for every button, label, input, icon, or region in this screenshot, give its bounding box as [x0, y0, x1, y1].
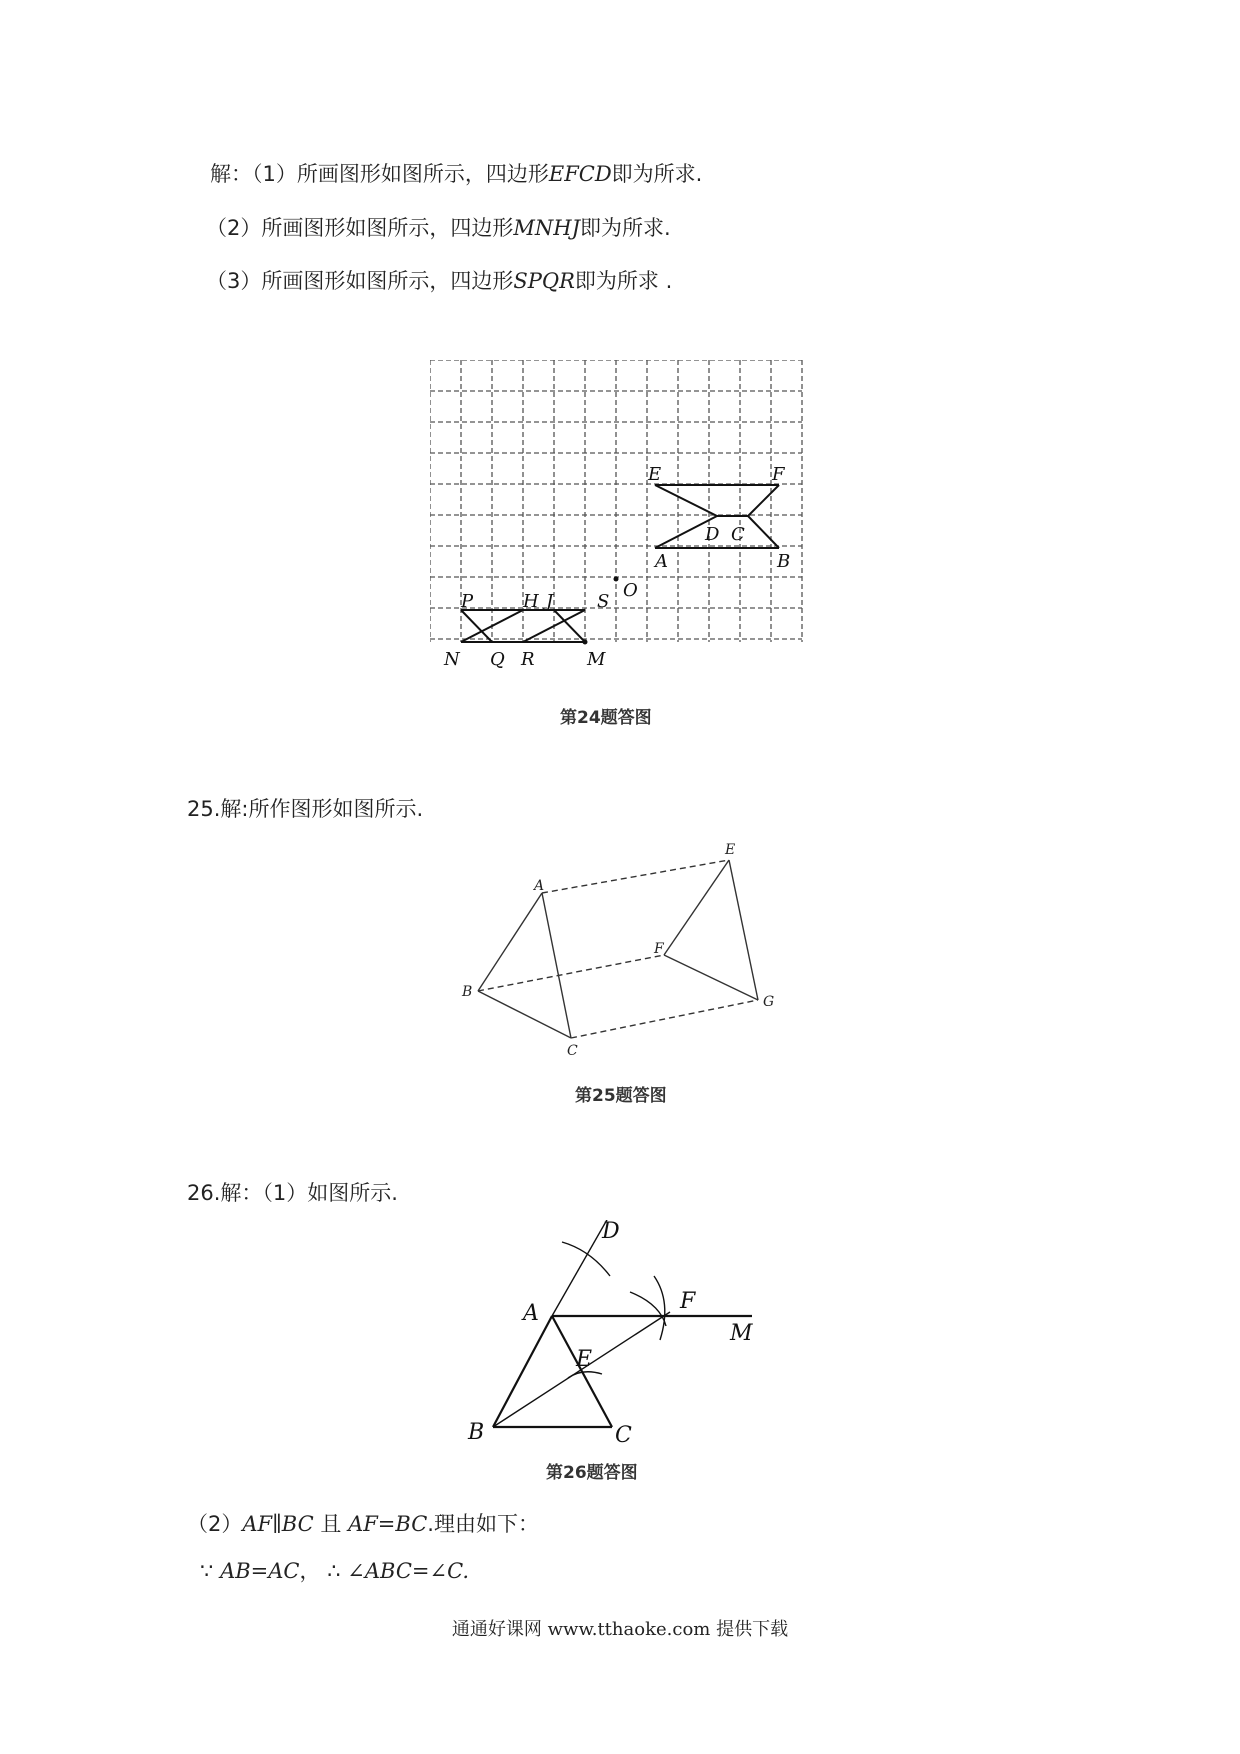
label-e: E: [576, 1347, 593, 1372]
label-q: Q: [490, 649, 505, 670]
label-j: J: [546, 591, 554, 612]
label-b: B: [777, 551, 791, 572]
q26-construction-figure: [460, 1220, 780, 1460]
label-f: F: [654, 941, 664, 957]
q25-caption: 第25题答图: [575, 1086, 667, 1106]
q25-prism-figure: [450, 830, 800, 1060]
label-n: N: [444, 649, 460, 670]
page-footer: 通通好课网 www.tthaoke.com 提供下载: [451, 1619, 789, 1640]
label-f: F: [680, 1289, 696, 1314]
q26-text: 26.解：（1）如图所示.: [187, 1181, 398, 1205]
q26-reason: ∵ AB=AC， ∴ ∠ABC=∠C.: [200, 1559, 470, 1583]
label-a: A: [534, 878, 545, 894]
q24-line-3: （3）所画图形如图所示，四边形SPQR即为所求 .: [206, 269, 673, 293]
q24-grid-figure: [430, 360, 810, 680]
label-r: R: [521, 649, 535, 670]
label-c: C: [615, 1423, 632, 1448]
label-o: O: [623, 580, 638, 601]
label-e: E: [725, 842, 736, 858]
label-p: P: [461, 591, 474, 612]
label-m: M: [587, 649, 606, 670]
math-spqr: SPQR: [513, 269, 575, 293]
label-b: B: [468, 1420, 485, 1445]
label-a: A: [655, 551, 668, 572]
q26-caption: 第26题答图: [546, 1463, 638, 1483]
q25-text: 25.解:所作图形如图所示.: [187, 797, 424, 821]
label-s: S: [597, 591, 610, 612]
label-d: D: [705, 524, 720, 545]
q26-part-2: （2）AF∥BC 且 AF=BC.理由如下：: [187, 1512, 539, 1536]
label-f: F: [772, 464, 785, 485]
q24-line-1: 解：（1）所画图形如图所示，四边形EFCD即为所求.: [210, 162, 703, 186]
label-c: C: [567, 1043, 578, 1059]
math-efcd: EFCD: [548, 162, 612, 186]
math-mnhj: MNHJ: [513, 216, 580, 240]
label-a: A: [523, 1301, 539, 1326]
label-g: G: [763, 994, 775, 1010]
label-c: C: [731, 524, 745, 545]
label-b: B: [462, 984, 473, 1000]
label-e: E: [648, 464, 662, 485]
q24-caption: 第24题答图: [560, 708, 652, 728]
label-h: H: [523, 591, 539, 612]
label-m: M: [730, 1321, 753, 1346]
label-d: D: [602, 1220, 620, 1244]
q24-line-2: （2）所画图形如图所示，四边形MNHJ即为所求.: [206, 216, 671, 240]
